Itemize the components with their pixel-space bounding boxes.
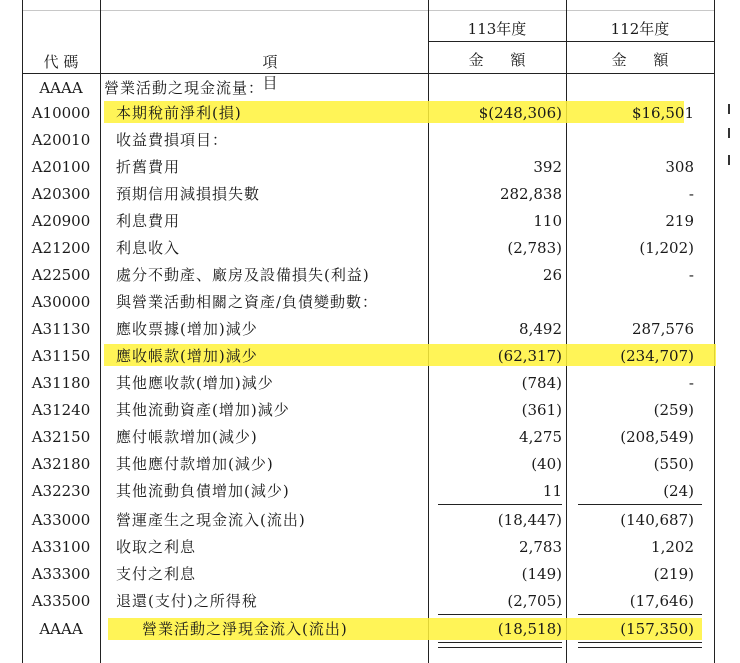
row-label: 退還(支付)之所得稅 — [116, 592, 258, 610]
double-rule-112 — [578, 642, 702, 648]
header-year-underline — [428, 41, 714, 42]
table-row — [0, 588, 740, 615]
table-row — [0, 534, 740, 561]
row-label: 應付帳款增加(減少) — [116, 428, 258, 446]
row-label: 支付之利息 — [116, 565, 197, 583]
value-113: 392 — [533, 158, 562, 176]
value-112: 219 — [665, 212, 694, 230]
value-112: (1,202) — [639, 239, 694, 257]
value-112: $16,501 — [631, 104, 694, 122]
value-112: 287,576 — [631, 320, 694, 338]
value-112: 308 — [665, 158, 694, 176]
value-113: 110 — [533, 212, 562, 230]
value-113: (784) — [521, 374, 562, 392]
value-112: (208,549) — [620, 428, 694, 446]
row-label: 收益費損項目： — [116, 131, 229, 149]
table-row — [0, 235, 740, 262]
table-row — [0, 424, 740, 451]
value-112: (219) — [653, 565, 694, 583]
table-row — [0, 316, 740, 343]
total-rule-113 — [438, 614, 562, 615]
table-row — [0, 616, 740, 643]
table-row — [0, 561, 740, 588]
table-row — [0, 451, 740, 478]
header-top-rule — [22, 10, 714, 11]
subtotal-rule-113 — [438, 504, 562, 505]
double-rule-113 — [438, 642, 562, 648]
row-label: 營業活動之淨現金流入(流出) — [142, 620, 348, 638]
subtotal-rule-112 — [578, 504, 702, 505]
value-113: (18,447) — [497, 511, 562, 529]
table-row — [0, 127, 740, 154]
row-code: A20300 — [31, 185, 91, 203]
row-label: 折舊費用 — [116, 158, 181, 176]
value-112: - — [688, 374, 694, 392]
row-code: A32180 — [31, 455, 91, 473]
row-code: A31130 — [31, 320, 91, 338]
row-code: A33500 — [31, 592, 91, 610]
row-label: 預期信用減損損失數 — [116, 185, 261, 203]
value-112: - — [688, 185, 694, 203]
header-year-113: 113年度 — [467, 20, 527, 38]
table-row — [0, 100, 740, 127]
value-113: 8,492 — [519, 320, 562, 338]
row-label: 其他流動負債增加(減少) — [116, 482, 290, 500]
value-112: (17,646) — [629, 592, 694, 610]
row-code: A33000 — [31, 511, 91, 529]
value-112: (234,707) — [620, 347, 694, 365]
value-113: 26 — [542, 266, 562, 284]
row-code: AAAA — [39, 620, 83, 638]
header-item: 項 目 — [262, 53, 278, 92]
value-112: (24) — [663, 482, 694, 500]
row-label: 營業活動之現金流量： — [104, 79, 265, 97]
row-code: A10000 — [31, 104, 91, 122]
row-label: 營運產生之現金流入(流出) — [116, 511, 306, 529]
value-113: $(248,306) — [478, 104, 562, 122]
table-row — [0, 397, 740, 424]
table-row — [0, 181, 740, 208]
value-113: 282,838 — [499, 185, 562, 203]
row-code: A20900 — [31, 212, 91, 230]
header-code: 代 碼 — [43, 53, 79, 71]
row-code: A31150 — [31, 347, 91, 365]
value-112: 1,202 — [651, 538, 694, 556]
row-code: A32150 — [31, 428, 91, 446]
value-112: (157,350) — [620, 620, 694, 638]
row-label: 其他應收款(增加)減少 — [116, 374, 274, 392]
value-113: (40) — [531, 455, 562, 473]
row-code: A20010 — [31, 131, 91, 149]
table-row — [0, 262, 740, 289]
row-label: 處分不動產、廠房及設備損失(利益) — [116, 266, 370, 284]
row-label: 利息收入 — [116, 239, 181, 257]
table-row — [0, 370, 740, 397]
value-112: (259) — [653, 401, 694, 419]
table-row — [0, 208, 740, 235]
row-label: 應收帳款(增加)減少 — [116, 347, 258, 365]
header-amount-112: 金 額 — [611, 51, 669, 69]
table-row — [0, 154, 740, 181]
header-amount-113: 金 額 — [468, 51, 526, 69]
value-113: 2,783 — [519, 538, 562, 556]
row-label: 收取之利息 — [116, 538, 197, 556]
table-row — [0, 75, 740, 102]
row-label: 其他應付款增加(減少) — [116, 455, 274, 473]
value-113: 4,275 — [519, 428, 562, 446]
row-code: A22500 — [31, 266, 91, 284]
row-code: A33100 — [31, 538, 91, 556]
row-code: A32230 — [31, 482, 91, 500]
row-label: 利息費用 — [116, 212, 181, 230]
row-code: A30000 — [31, 293, 91, 311]
value-112: - — [688, 266, 694, 284]
edge-mark — [728, 155, 730, 165]
table-row — [0, 507, 740, 534]
value-112: (550) — [653, 455, 694, 473]
row-code: A20100 — [31, 158, 91, 176]
row-code: A31180 — [31, 374, 91, 392]
row-code: AAAA — [39, 79, 83, 97]
row-code: A31240 — [31, 401, 91, 419]
value-113: (62,317) — [497, 347, 562, 365]
value-113: (149) — [521, 565, 562, 583]
table-row — [0, 289, 740, 316]
edge-mark — [728, 104, 730, 114]
row-label: 其他流動資產(增加)減少 — [116, 401, 290, 419]
row-label: 與營業活動相關之資產/負債變動數： — [116, 293, 379, 311]
value-112: (140,687) — [620, 511, 694, 529]
header-bottom-rule — [22, 73, 714, 74]
row-label: 本期稅前淨利(損) — [116, 104, 242, 122]
header-year-112: 112年度 — [610, 20, 670, 38]
value-113: (2,783) — [507, 239, 562, 257]
row-code: A21200 — [31, 239, 91, 257]
value-113: 11 — [542, 482, 562, 500]
table-row — [0, 478, 740, 505]
total-rule-112 — [578, 614, 702, 615]
table-row — [0, 343, 740, 370]
row-label: 應收票據(增加)減少 — [116, 320, 258, 338]
value-113: (18,518) — [497, 620, 562, 638]
edge-mark — [728, 128, 730, 138]
value-113: (2,705) — [507, 592, 562, 610]
value-113: (361) — [521, 401, 562, 419]
row-code: A33300 — [31, 565, 91, 583]
